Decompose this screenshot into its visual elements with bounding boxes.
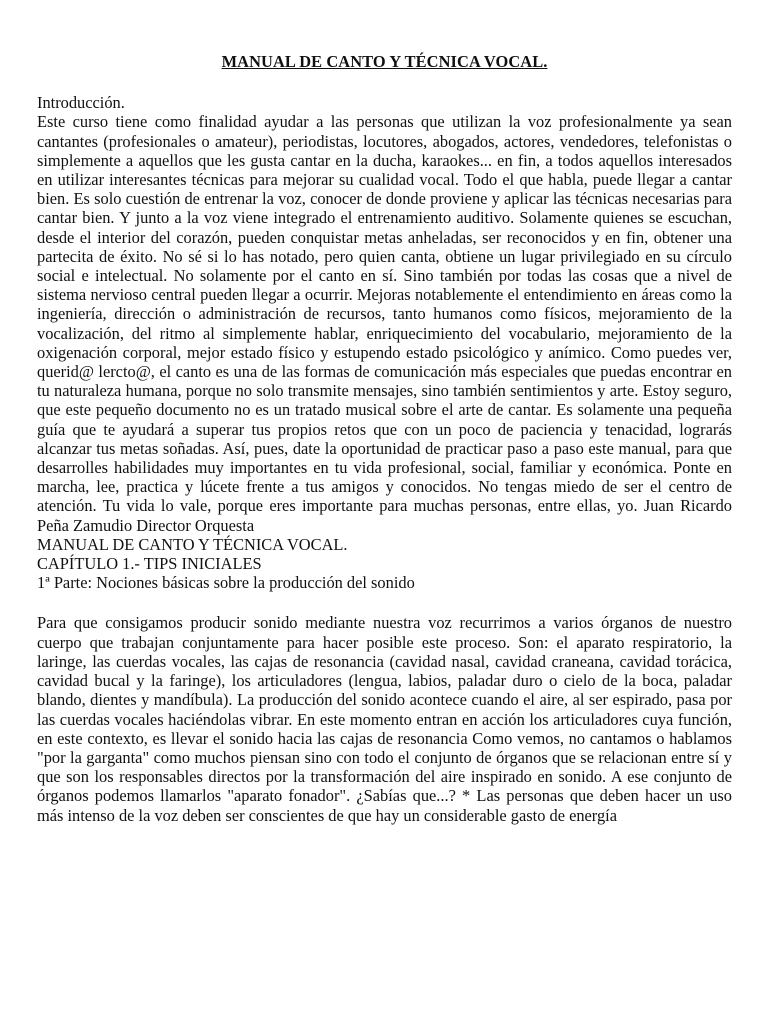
- document-title: MANUAL DE CANTO Y TÉCNICA VOCAL.: [221, 52, 548, 71]
- intro-paragraph: Este curso tiene como finalidad ayudar a las personas que utilizan la voz profesionalmente ya sean cantantes (profesionales o amateur), periodistas, locutores, abogados, actores, vendedores, telefonistas o simplemente a aquellos que les gusta cantar en la ducha, karaokes... en fin, a todos aquellos interesados en utilizar interesantes técnicas para mejorar su cualidad vocal. Todo el que habla, puede llegar a cantar bien. Es solo cuestión de entrenar la voz, conocer de donde proviene y aplicar las técnicas necesarias para cantar bien. Y junto a la voz viene integrado el entrenamiento auditivo. Solamente quienes se escuchan, desde el interior del corazón, pueden conquistar metas anheladas, ser reconocidos y en fin, obtener una partecita de éxito. No sé si lo has notado, pero quien canta, obtiene un lugar privilegiado en su círculo social e intelectual. No solamente por el canto en sí. Sino también por todas las cosas que a nivel de sistema nervioso central pueden llegar a ocurrir. Mejoras notablemente el entendimiento en áreas como la ingeniería, dirección o administración de recursos, tanto humanos como físicos, mejoramiento de la vocalización, del ritmo al simplemente hablar, enriquecimiento del vocabulario, mejoramiento de la oxigenación corporal, mejor estado físico y estupendo estado psicológico y anímico. Como puedes ver, querid@ lercto@, el canto es una de las formas de comunicación más especiales que puedas encontrar en tu naturaleza humana, porque no solo transmite mensajes, sino también sentimientos y arte. Estoy seguro, que este pequeño documento no es un tratado musical sobre el arte de cantar. Es solamente una pequeña guía que te ayudará a superar tus propios retos que con un poco de paciencia y tenacidad, lograrás alcanzar tus metas soñadas. Así, pues, date la oportunidad de practicar paso a paso este manual, para que desarrolles habilidades muy importantes en tu vida profesional, social, familiar y económica. Ponte en marcha, lee, practica y lúcete frente a tus amigos y conocidos. No tengas miedo de ser el centro de atención. Tu vida lo vale, porque eres importante para muchas personas, entre ellas, yo. Juan Ricardo Peña Zamudio Director Orquesta: [37, 112, 732, 535]
- chapter-heading: CAPÍTULO 1.- TIPS INICIALES: [37, 554, 262, 574]
- section-paragraph: Para que consigamos producir sonido mediante nuestra voz recurrimos a varios órganos de nuestro cuerpo que trabajan conjuntamente para hacer posible este proceso. Son: el aparato respiratorio, la laringe, las cuerdas vocales, las cajas de resonancia (cavidad nasal, cavidad craneana, cavidad torácica, cavidad bucal y la faringe), los articuladores (lengua, labios, paladar duro o cielo de la boca, paladar blando, dientes y mandíbula). La producción del sonido acontece cuando el aire, al ser espirado, pasa por las cuerdas vocales haciéndolas vibrar. En este momento entran en acción los articuladores cuya función, en este contexto, es llevar el sonido hacia las cajas de resonancia Como vemos, no cantamos o hablamos "por la garganta" como muchos piensan sino con todo el conjunto de órganos que se relacionan entre sí y que son los responsables directos por la transformación del aire inspirado en sonido. A ese conjunto de órganos podemos llamarlos "aparato fonador". ¿Sabías que...? * Las personas que deben hacer un uso más intenso de la voz deben ser conscientes de que hay un considerable gasto de energía: [37, 613, 732, 825]
- repeat-title: MANUAL DE CANTO Y TÉCNICA VOCAL.: [37, 534, 348, 554]
- intro-label: Introducción.: [37, 93, 125, 113]
- section-heading: 1ª Parte: Nociones básicas sobre la producción del sonido: [37, 573, 415, 593]
